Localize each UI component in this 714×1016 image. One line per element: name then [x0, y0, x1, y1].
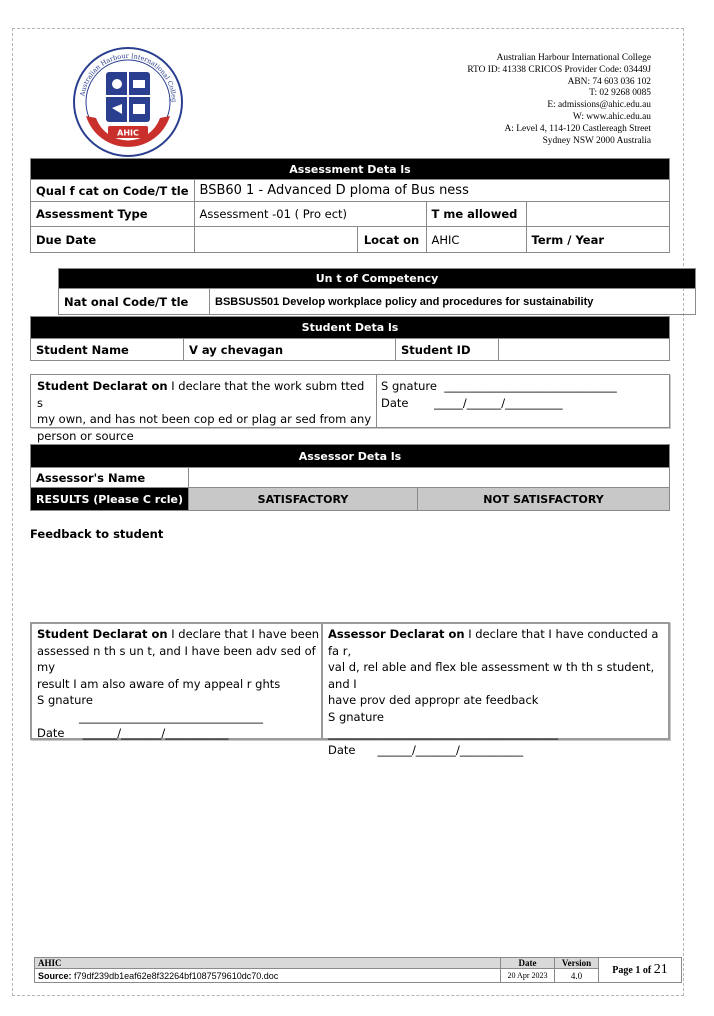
student-id-value[interactable]	[499, 339, 670, 361]
time-allowed-label: T me allowed	[426, 202, 526, 227]
final-student-signature-label: S gnature	[37, 693, 93, 707]
national-code-label: Nat onal Code/T tle	[59, 289, 210, 315]
assessor-declaration-title: Assessor Declarat on	[328, 627, 465, 641]
due-date-value[interactable]	[194, 227, 357, 253]
college-abn: ABN: 74 603 036 102	[567, 76, 651, 87]
feedback-label: Feedback to student	[30, 527, 164, 541]
qualification-value[interactable]: BSB60 1 - Advanced D ploma of Bus ness	[194, 180, 669, 202]
footer-page-total: 21	[653, 962, 668, 977]
college-web: W: www.ahic.edu.au	[572, 111, 651, 122]
student-date-label: Date	[381, 395, 409, 410]
assessor-name-label: Assessor's Name	[31, 468, 189, 488]
final-student-text1: I declare that I have been	[167, 627, 320, 641]
college-rto: RTO ID: 41338 CRICOS Provider Code: 03449J	[467, 64, 651, 75]
assessor-declaration-text2: val d, rel able and flex ble assessment w th th s student, and I	[328, 660, 655, 691]
footer-date-label: Date	[501, 958, 555, 969]
logo-ring-text: Australian Harbour International Colleg	[78, 51, 179, 103]
footer-source-label: Source:	[38, 970, 72, 981]
footer-version-label: Version	[555, 958, 599, 969]
assessor-date-line[interactable]: ______/_______/___________	[377, 742, 524, 757]
national-code-value[interactable]: BSBSUS501 Develop workplace policy and procedures for sustainability	[210, 289, 696, 315]
footer-page-number	[599, 958, 682, 983]
student-signature-label: S gnature	[381, 379, 437, 393]
unit-competency-table	[58, 268, 696, 315]
student-declaration-box	[30, 374, 670, 443]
final-student-signature-line[interactable]: ________________________________	[79, 709, 263, 724]
due-date-label: Due Date	[31, 227, 195, 253]
satisfactory-option[interactable]: SATISFACTORY	[188, 488, 417, 511]
assessor-date-label: Date	[328, 742, 356, 757]
location-label: Locat on	[357, 227, 426, 253]
assessor-declaration-text1: I declare that I have conducted a fa r,	[328, 627, 659, 658]
assessment-details-header: Assessment Deta ls	[31, 159, 670, 180]
college-email: E: admissions@ahic.edu.au	[547, 100, 651, 111]
college-address	[467, 53, 651, 147]
assessment-type-value[interactable]: Assessment -01 ( Pro ect)	[194, 202, 426, 227]
college-name: Australian Harbour International College	[496, 53, 651, 63]
college-address-line2: Sydney NSW 2000 Australia	[542, 135, 651, 146]
footer-org: AHIC	[35, 958, 501, 969]
final-student-declaration-title: Student Declarat on	[37, 627, 168, 641]
college-logo	[72, 46, 184, 158]
final-student-text2: assessed n th s un t, and I have been adv sed of my	[37, 643, 316, 674]
time-allowed-value[interactable]	[526, 202, 669, 227]
assessor-name-value[interactable]	[188, 468, 669, 488]
page-footer	[34, 957, 682, 983]
student-date-line[interactable]: _____/______/__________	[434, 395, 563, 410]
footer-version-value: 4.0	[555, 969, 599, 983]
qualification-label: Qual f cat on Code/T tle	[31, 180, 195, 202]
assessment-details-table	[30, 158, 670, 253]
final-student-date-line[interactable]: ______/_______/___________	[82, 726, 229, 740]
student-signature-line[interactable]: ______________________________	[444, 379, 617, 393]
final-declarations-box	[30, 622, 670, 757]
student-declaration-text2: my own, and has not been cop ed or plag ar sed from any	[37, 412, 372, 426]
student-declaration-text3: person or source	[37, 428, 134, 443]
footer-date-value: 20 Apr 2023	[501, 969, 555, 983]
assessor-details-table	[30, 444, 670, 511]
student-name-value[interactable]: V ay chevagan	[184, 339, 396, 361]
student-id-label: Student ID	[396, 339, 499, 361]
assessor-declaration-text3: have prov ded appropr ate feedback	[328, 693, 539, 707]
term-year-label	[526, 227, 669, 253]
assessor-details-header: Assessor Deta ls	[31, 445, 670, 468]
final-student-date-label: Date	[37, 726, 65, 740]
unit-competency-header: Un t of Competency	[59, 269, 696, 289]
college-address-line1: A: Level 4, 114-120 Castlereagh Street	[504, 123, 651, 134]
college-phone: T: 02 9268 0085	[589, 88, 651, 99]
footer-source-value: f79df239db1eaf62e8f32264bf1087579610dc70.doc	[74, 970, 279, 981]
footer-page-prefix: Page 1 of	[612, 965, 652, 976]
student-declaration-title: Student Declarat on	[37, 379, 168, 393]
assessor-signature-line[interactable]: ________________________________________	[328, 726, 558, 740]
student-declaration-text1: I declare that the work subm tted s	[37, 379, 365, 410]
student-details-header: Student Deta ls	[31, 317, 670, 339]
results-label: RESULTS (Please C rcle)	[31, 488, 189, 511]
not-satisfactory-option[interactable]: NOT SATISFACTORY	[417, 488, 669, 511]
assessment-type-label: Assessment Type	[31, 202, 195, 227]
student-name-label: Student Name	[31, 339, 184, 361]
term-year-label-text: Term / Year	[531, 232, 604, 247]
assessor-signature-label: S gnature	[328, 709, 384, 724]
final-student-text3: result I am also aware of my appeal r ghts	[37, 676, 281, 691]
student-details-table	[30, 316, 670, 361]
location-value[interactable]: AHIC	[426, 227, 526, 253]
logo-text: AHIC	[117, 128, 139, 138]
